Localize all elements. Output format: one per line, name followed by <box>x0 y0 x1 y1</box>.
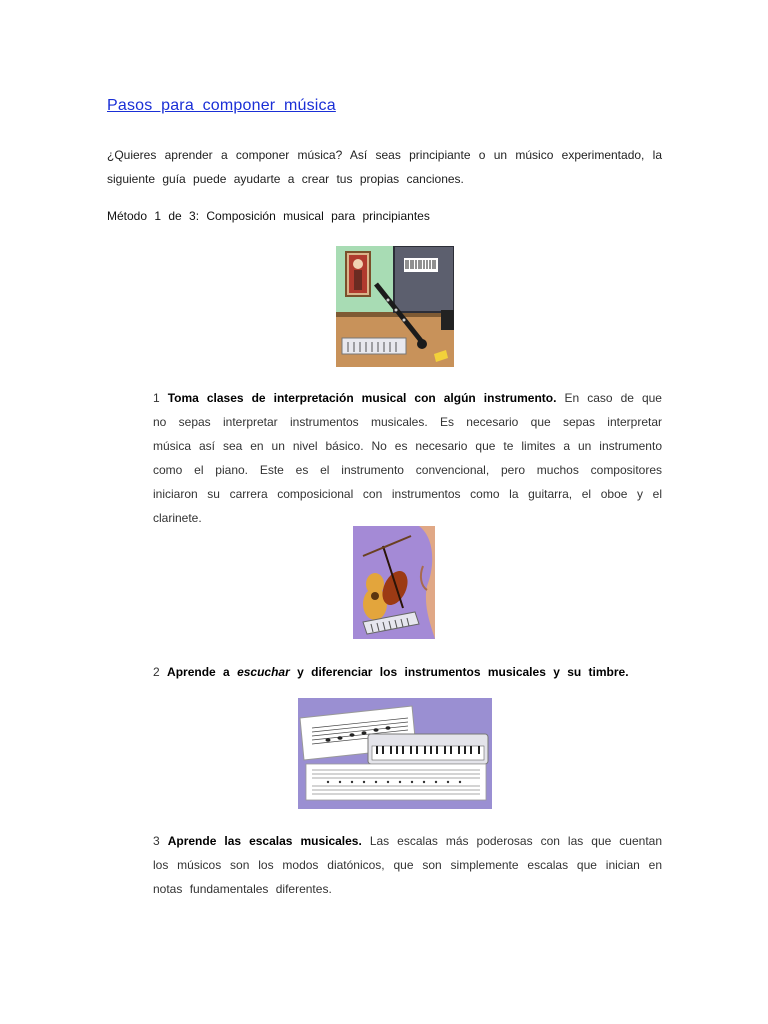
step-1-number: 1 <box>153 391 160 405</box>
step-2-title-b: y diferenciar los instrumentos musicales y su timbre. <box>297 665 629 679</box>
method-heading: Método 1 de 3: Composición musical para principiantes <box>107 209 430 223</box>
classroom-instruments-illustration <box>336 246 454 367</box>
step-2-title-a: Aprende a <box>167 665 230 679</box>
step-3-text: Las escalas más poderosas con las que cuentan los músicos son los modos diatónicos, que son simplemente escalas que inician en notas fundamentales diferentes. <box>153 834 662 896</box>
violin-guitar-keyboard-illustration <box>353 526 435 639</box>
step-3-number: 3 <box>153 834 160 848</box>
step-3-title: Aprende las escalas musicales. <box>167 834 362 848</box>
step-2-paragraph <box>153 660 662 684</box>
step-2-title-italic: escuchar <box>237 665 290 679</box>
step-1-text: En caso de que no sepas interpretar instrumentos musicales. Es necesario que sepas interpretar música así sea en un nivel básico. No es necesario que te limites a un instrumento como el piano. Este es el instrumento convencional, pero muchos compositores iniciaron su carrera composicional con instrumentos como la guitarra, el oboe y el clarinete. <box>153 391 662 525</box>
step-3-paragraph <box>153 829 662 901</box>
step-1-title: Toma clases de interpretación musical con algún instrumento. <box>167 391 557 405</box>
intro-paragraph: ¿Quieres aprender a componer música? Así seas principiante o un músico experimentado, la siguiente guía puede ayudarte a crear tus propias canciones. <box>107 148 662 186</box>
step-1-paragraph <box>153 386 662 530</box>
step-2-number: 2 <box>153 665 160 679</box>
page-title[interactable]: Pasos para componer música <box>107 97 336 114</box>
sheet-music-keyboard-illustration <box>298 698 492 809</box>
